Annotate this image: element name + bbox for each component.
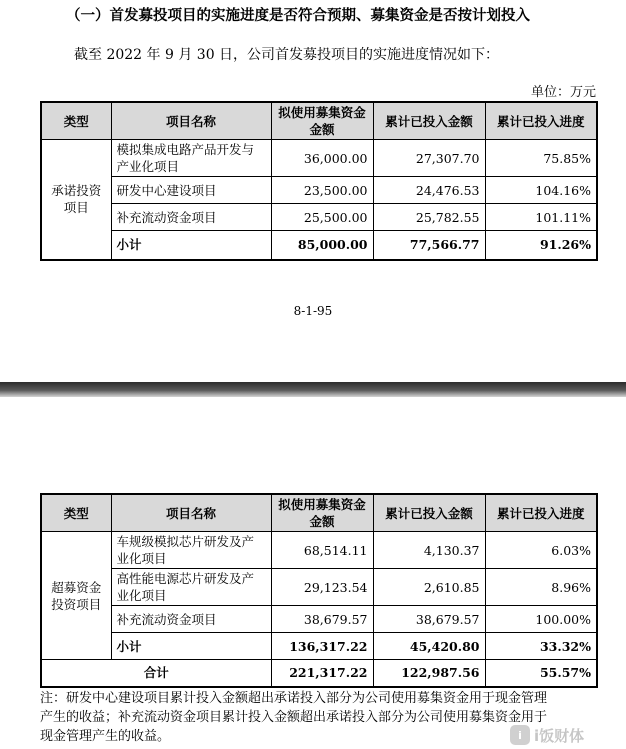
invested-amount: 2,610.85 [373,569,485,606]
col-header-name: 项目名称 [111,494,271,532]
col-header-progress: 累计已投入进度 [485,102,597,140]
progress-percent: 8.96% [485,569,597,606]
col-header-type: 类型 [41,102,111,140]
col-header-invested: 累计已投入金额 [373,494,485,532]
subtotal-label: 小计 [111,231,271,260]
planned-amount: 23,500.00 [271,177,373,204]
progress-percent: 6.03% [485,532,597,569]
invested-amount: 24,476.53 [373,177,485,204]
project-name: 车规级模拟芯片研发及产业化项目 [111,532,271,569]
subtotal-progress: 33.32% [485,633,597,660]
planned-amount: 36,000.00 [271,140,373,177]
invested-amount: 27,307.70 [373,140,485,177]
watermark-logo [510,723,622,747]
total-row [41,660,597,687]
page-number: 8-1-95 [293,304,333,318]
subtotal-row [41,231,597,260]
intro-text: 截至 2022 年 9 月 30 日，公司首发募投项目的实施进度情况如下： [74,47,500,63]
total-invested: 122,987.56 [373,660,485,687]
total-progress: 55.57% [485,660,597,687]
footnote-line: 注：研发中心建设项目累计投入金额超出承诺投入部分为公司使用募集资金用于现金管理 [40,691,548,706]
table-row [41,204,597,231]
table-header-row [41,102,597,140]
table-row [41,177,597,204]
table-row [41,140,597,177]
category-cell: 承诺投资项目 [41,140,111,260]
subtotal-invested: 45,420.80 [373,633,485,660]
table-row [41,569,597,606]
invested-amount: 38,679.57 [373,606,485,633]
page-divider [0,382,626,397]
subtotal-label: 小计 [111,633,271,660]
planned-amount: 25,500.00 [271,204,373,231]
footnote-line: 现金管理产生的收益。 [40,729,171,744]
committed-projects-table [40,101,598,261]
subtotal-planned: 85,000.00 [271,231,373,260]
invested-amount: 25,782.55 [373,204,485,231]
col-header-name: 项目名称 [111,102,271,140]
table-row [41,606,597,633]
progress-percent: 75.85% [485,140,597,177]
col-header-planned: 拟使用募集资金金额 [271,102,373,140]
col-header-type: 类型 [41,494,111,532]
progress-percent: 101.11% [485,204,597,231]
col-header-progress: 累计已投入进度 [485,494,597,532]
watermark-text: i饭财体 [534,726,585,745]
subtotal-progress: 91.26% [485,231,597,260]
total-planned: 221,317.22 [271,660,373,687]
invested-amount: 4,130.37 [373,532,485,569]
category-cell: 超募资金投资项目 [41,532,111,660]
total-label: 合计 [41,660,271,687]
project-name: 研发中心建设项目 [111,177,271,204]
planned-amount: 29,123.54 [271,569,373,606]
col-header-planned: 拟使用募集资金金额 [271,494,373,532]
unit-label: 单位：万元 [530,85,596,100]
project-name: 高性能电源芯片研发及产业化项目 [111,569,271,606]
table-row [41,532,597,569]
progress-percent: 104.16% [485,177,597,204]
project-name: 补充流动资金项目 [111,204,271,231]
subtotal-row [41,633,597,660]
footnote-line: 产生的收益；补充流动资金项目累计投入金额超出承诺投入部分为公司使用募集资金用于 [40,710,548,725]
col-header-invested: 累计已投入金额 [373,102,485,140]
table-header-row [41,494,597,532]
section-heading: （一）首发募投项目的实施进度是否符合预期、募集资金是否按计划投入 [66,7,530,24]
project-name: 补充流动资金项目 [111,606,271,633]
watermark-icon: i [510,725,530,745]
overfunded-projects-table [40,493,598,688]
subtotal-planned: 136,317.22 [271,633,373,660]
progress-percent: 100.00% [485,606,597,633]
project-name: 模拟集成电路产品开发与产业化项目 [111,140,271,177]
planned-amount: 38,679.57 [271,606,373,633]
planned-amount: 68,514.11 [271,532,373,569]
subtotal-invested: 77,566.77 [373,231,485,260]
